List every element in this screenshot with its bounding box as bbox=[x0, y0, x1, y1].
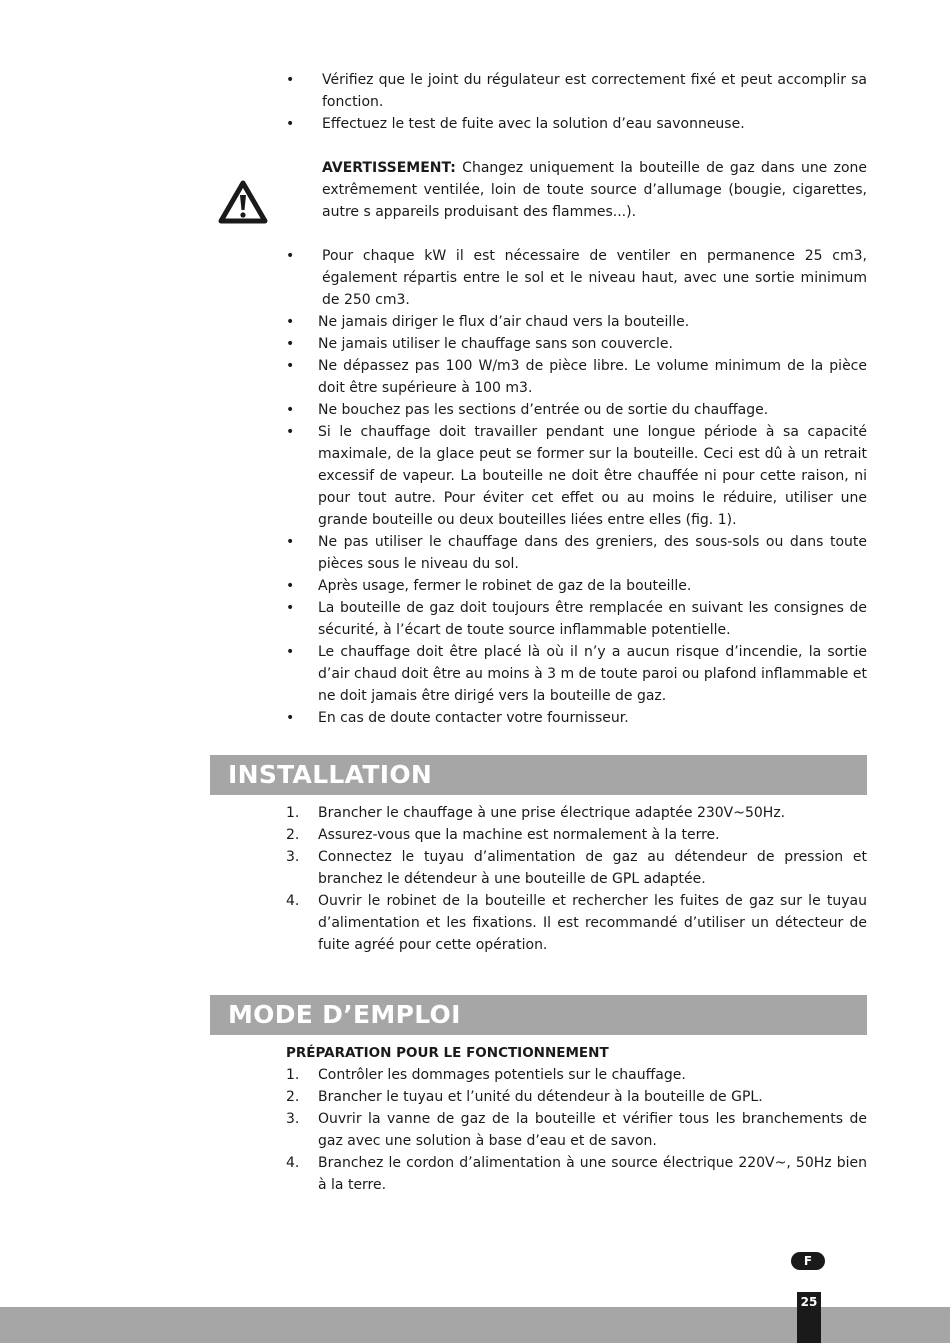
step-text: Ouvrir la vanne de gaz de la bouteille et vérifier tous les branchements de gaz avec une solution à base d’eau et de savon. bbox=[318, 1111, 867, 1149]
bullet: • bbox=[286, 314, 295, 330]
step-number: 3. bbox=[286, 849, 300, 865]
page-number: 25 bbox=[797, 1292, 821, 1343]
step-number: 4. bbox=[286, 1155, 300, 1171]
bullet: • bbox=[286, 710, 295, 726]
list-item: Ne jamais diriger le flux d’air chaud vers la bouteille. bbox=[318, 314, 690, 330]
bullet: • bbox=[286, 534, 295, 550]
bullet: • bbox=[286, 402, 295, 418]
bullet: • bbox=[286, 336, 295, 352]
step-text: Connectez le tuyau d’alimentation de gaz au détendeur de pression et branchez le détendeur à une bouteille de GPL adaptée. bbox=[318, 849, 867, 887]
list-item: Ne jamais utiliser le chauffage sans son couvercle. bbox=[318, 336, 673, 352]
step-text: Assurez-vous que la machine est normalement à la terre. bbox=[318, 827, 720, 843]
bullet: • bbox=[286, 424, 295, 440]
list-item: Le chauffage doit être placé là où il n’y a aucun risque d’incendie, la sortie d’air chaud doit être au moins à 3 m de toute paroi ou plafond inflammable et ne doit jamais être dirigé vers la bouteille de gaz. bbox=[318, 644, 867, 704]
step-text: Ouvrir le robinet de la bouteille et rechercher les fuites de gaz sur le tuyau d’alimentation et les fixations. Il est recommandé d’utiliser un détecteur de fuite agréé pour cette opération. bbox=[318, 893, 867, 953]
step-text: Brancher le chauffage à une prise électrique adaptée 230V~50Hz. bbox=[318, 805, 786, 821]
list-item: Ne bouchez pas les sections d’entrée ou de sortie du chauffage. bbox=[318, 402, 769, 418]
list-item: Après usage, fermer le robinet de gaz de la bouteille. bbox=[318, 578, 692, 594]
warning-label: AVERTISSEMENT: bbox=[322, 160, 456, 176]
list-item: Ne pas utiliser le chauffage dans des greniers, des sous-sols ou dans toute pièces sous le niveau du sol. bbox=[318, 534, 867, 572]
step-text: Contrôler les dommages potentiels sur le chauffage. bbox=[318, 1067, 686, 1083]
bullet: • bbox=[286, 248, 295, 264]
list-item: Vérifiez que le joint du régulateur est correctement fixé et peut accomplir sa fonction. bbox=[322, 72, 867, 110]
step-text: Branchez le cordon d’alimentation à une source électrique 220V~, 50Hz bien à la terre. bbox=[318, 1155, 867, 1193]
section-heading-installation: INSTALLATION bbox=[210, 755, 867, 795]
step-number: 3. bbox=[286, 1111, 300, 1127]
bullet: • bbox=[286, 358, 295, 374]
list-item: Si le chauffage doit travailler pendant une longue période à sa capacité maximale, de la glace peut se former sur la bouteille. Ceci est dû à un retrait excessif de vapeur. La bouteille ne doit être chauffée ni pour cette raison, ni pour tout autre. Pour éviter cet effet ou au moins le réduire, utiliser une grande bouteille ou deux bouteilles liées entre elles (fig. 1). bbox=[318, 424, 867, 528]
bullet: • bbox=[286, 116, 295, 132]
warning-triangle-icon bbox=[218, 179, 268, 225]
bullet: • bbox=[286, 644, 295, 660]
bullet: • bbox=[286, 578, 295, 594]
subsection-title: PRÉPARATION POUR LE FONCTIONNEMENT bbox=[286, 1045, 609, 1061]
list-item: En cas de doute contacter votre fournisseur. bbox=[318, 710, 629, 726]
step-number: 1. bbox=[286, 1067, 300, 1083]
warning-body: Changez uniquement la bouteille de gaz dans une zone extrêmement ventilée, loin de toute source d’allumage (bougie, cigarettes, autre s appareils produisant des flammes...). bbox=[322, 160, 867, 220]
list-item: La bouteille de gaz doit toujours être remplacée en suivant les consignes de sécurité, à l’écart de toute source inflammable potentielle. bbox=[318, 600, 867, 638]
step-text: Brancher le tuyau et l’unité du détendeur à la bouteille de GPL. bbox=[318, 1089, 763, 1105]
language-badge: F bbox=[791, 1252, 825, 1270]
step-number: 4. bbox=[286, 893, 300, 909]
warning-text bbox=[322, 157, 867, 223]
bullet: • bbox=[286, 72, 295, 88]
section-heading-mode-emploi: MODE D’EMPLOI bbox=[210, 995, 867, 1035]
bullet: • bbox=[286, 600, 295, 616]
list-item: Effectuez le test de fuite avec la solution d’eau savonneuse. bbox=[322, 116, 745, 132]
step-number: 2. bbox=[286, 1089, 300, 1105]
list-item: Pour chaque kW il est nécessaire de ventiler en permanence 25 cm3, également répartis entre le sol et le niveau haut, avec une sortie minimum de 250 cm3. bbox=[322, 248, 867, 308]
step-number: 2. bbox=[286, 827, 300, 843]
step-number: 1. bbox=[286, 805, 300, 821]
list-item: Ne dépassez pas 100 W/m3 de pièce libre. Le volume minimum de la pièce doit être supérieure à 100 m3. bbox=[318, 358, 867, 396]
